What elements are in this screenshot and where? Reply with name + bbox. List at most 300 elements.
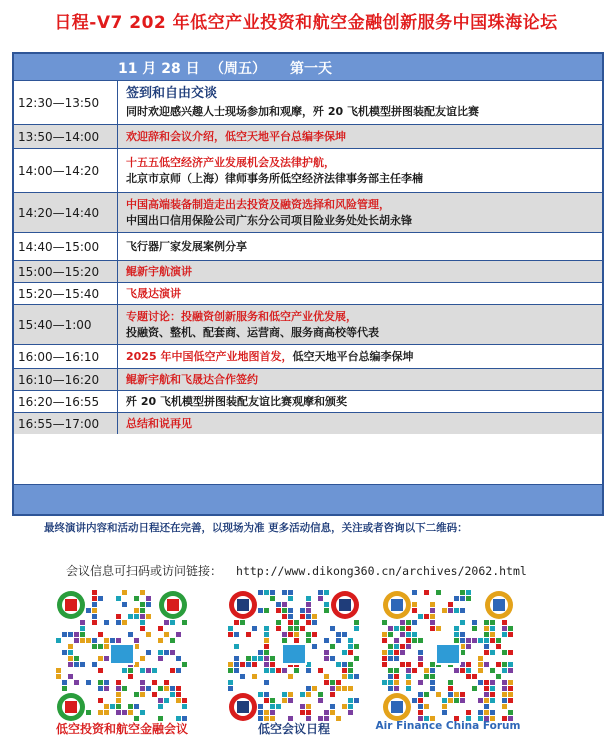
qr-module [116,704,121,709]
qr-module [490,698,495,703]
row-time: 14:00—14:20 [14,149,118,192]
row-content [118,125,602,148]
qr-module [234,668,239,673]
qr-module [258,590,263,595]
qr-module [276,668,281,673]
qr-module [104,686,109,691]
qr-module [388,626,393,631]
qr-module [412,602,417,607]
qr-module [134,704,139,709]
qr-module [478,698,483,703]
qr-module [502,650,507,655]
qr-module [388,644,393,649]
qr-module [68,674,73,679]
qr-module [418,614,423,619]
qr-module [176,632,181,637]
qr-module [264,662,269,667]
qr-module [490,710,495,715]
qr-module [324,656,329,661]
row-content [118,369,602,390]
qr-module [430,602,435,607]
row-time: 16:10—16:20 [14,369,118,390]
qr-module [140,686,145,691]
qr-module [258,710,263,715]
qr-module [98,632,103,637]
qr-module [110,704,115,709]
qr-module [490,632,495,637]
qr-module [288,608,293,613]
qr-module [170,686,175,691]
qr-module [466,644,471,649]
qr-module [460,590,465,595]
qr-module [122,686,127,691]
schedule-row [14,124,602,148]
qr-module [466,638,471,643]
qr-module [294,620,299,625]
qr-module [116,614,121,619]
qr-module [288,614,293,619]
qr-module [312,686,317,691]
qr-module [140,620,145,625]
qr-module [330,626,335,631]
qr-finder-core [65,599,77,611]
qr-module [300,692,305,697]
qr-module [98,710,103,715]
schedule-date: 11 月 28 日 [118,61,200,77]
row-time: 16:55—17:00 [14,413,118,434]
qr-module [140,680,145,685]
qr-module [412,668,417,673]
qr-module [282,692,287,697]
qr-module [406,680,411,685]
row-title: 中国高端装备制造走出去投资及融资选择和风险管理， [126,197,390,211]
qr-module [134,692,139,697]
access-line [66,562,527,579]
row-title: 总结和说再见 [126,416,192,430]
qr-module [98,596,103,601]
qr-module [228,626,233,631]
row-speaker: 低空天地平台总编李保坤 [292,349,414,363]
qr-module [448,692,453,697]
qr-module [264,698,269,703]
qr-module [388,656,393,661]
qr-module [68,656,73,661]
qr-module [92,644,97,649]
qr-module [454,632,459,637]
qr-module [98,656,103,661]
qr-module [146,686,151,691]
qr-module [430,614,435,619]
qr-module [484,626,489,631]
qr-module [252,656,257,661]
qr-module [122,710,127,715]
qr-module [508,626,513,631]
row-title-mixed [126,349,594,365]
qr-module [430,668,435,673]
qr-module [228,668,233,673]
qr-module [388,686,393,691]
row-content [118,233,602,260]
qr-module [234,662,239,667]
qr-module [128,704,133,709]
qr-module [418,638,423,643]
qr-module [454,698,459,703]
row-time: 15:00—15:20 [14,261,118,282]
qr-module [324,710,329,715]
qr-module [182,704,187,709]
row-time: 15:20—15:40 [14,283,118,304]
qr-module [258,704,263,709]
qr-module [418,692,423,697]
qr-module [258,608,263,613]
qr-module [312,614,317,619]
row-title: 签到和自由交谈 [126,86,218,102]
qr-module [496,674,501,679]
qr-module [472,620,477,625]
qr-module [306,692,311,697]
qr-module [460,620,465,625]
qr-module [466,674,471,679]
qr-module [240,620,245,625]
schedule-row [14,232,602,260]
qr-module [270,656,275,661]
qr-code[interactable] [56,590,188,722]
qr-module [282,632,287,637]
qr-module [170,650,175,655]
qr-module [484,650,489,655]
qr-module [484,662,489,667]
qr-module [336,632,341,637]
qr-module [484,710,489,715]
qr-module [508,686,513,691]
row-time: 13:50—14:00 [14,125,118,148]
qr-module [164,632,169,637]
qr-module [454,638,459,643]
qr-module [152,668,157,673]
qr-module [382,680,387,685]
qr-module [282,614,287,619]
qr-module [342,674,347,679]
qr-finder-core [237,599,249,611]
qr-module [348,674,353,679]
qr-module [158,650,163,655]
qr-module [258,656,263,661]
qr-module [342,632,347,637]
qr-module [282,698,287,703]
qr-module [128,668,133,673]
qr-module [282,668,287,673]
schedule-header [14,54,602,80]
row-time: 16:00—16:10 [14,345,118,368]
qr-module [406,620,411,625]
qr-module [348,638,353,643]
qr-module [318,596,323,601]
qr-module [62,680,67,685]
row-content [118,345,602,368]
qr-module [424,590,429,595]
qr-module [146,596,151,601]
qr-module [418,698,423,703]
qr-module [312,644,317,649]
row-detail: 投融资、整机、配套商、运营商、服务商高校等代表 [126,325,379,339]
qr-module [508,662,513,667]
qr-module [140,656,145,661]
qr-module [140,614,145,619]
schedule-row [14,80,602,124]
qr-module [466,596,471,601]
qr-module [336,662,341,667]
qr-module [92,662,97,667]
qr-module [430,620,435,625]
qr-module [74,632,79,637]
qr-module [152,692,157,697]
qr-module [348,662,353,667]
qr-module [56,674,61,679]
qr-module [348,698,353,703]
qr-module [276,704,281,709]
qr-module [270,596,275,601]
qr-module [502,668,507,673]
qr-module [128,614,133,619]
schedule-row [14,412,602,434]
qr-module [472,638,477,643]
qr-module [430,680,435,685]
qr-module [502,692,507,697]
schedule-row [14,260,602,282]
qr-module [382,638,387,643]
qr-module [288,596,293,601]
footer-note: 最终演讲内容和活动日程还在完善，以现场为准 更多活动信息，关注或者咨询以下二维码： [44,522,468,534]
qr-module [294,668,299,673]
row-content [118,391,602,412]
qr-module [448,698,453,703]
qr-module [116,638,121,643]
qr-module [424,674,429,679]
qr-module [264,638,269,643]
qr-module [394,686,399,691]
qr-module [348,686,353,691]
qr-module [424,704,429,709]
qr-module [68,644,73,649]
qr-module [252,674,257,679]
qr-module [484,632,489,637]
qr-module [306,710,311,715]
qr-module [454,668,459,673]
qr-module [330,704,335,709]
qr-module [158,686,163,691]
qr-module [170,692,175,697]
qr-module [104,620,109,625]
qr-module [264,692,269,697]
qr-code[interactable] [228,590,360,722]
qr-module [448,680,453,685]
qr-module [80,620,85,625]
row-content [118,149,602,192]
qr-module [412,608,417,613]
qr-module [176,686,181,691]
qr-module [258,692,263,697]
qr-module [288,692,293,697]
qr-module [508,680,513,685]
qr-module [98,644,103,649]
qr-module [460,638,465,643]
page-title: 日程-V7 202 年低空产业投资和航空金融创新服务中国珠海论坛 [54,13,558,33]
qr-module [460,632,465,637]
qr-module [246,662,251,667]
qr-module [400,662,405,667]
qr-module [442,710,447,715]
row-detail: 同时欢迎感兴趣人士现场参加和观摩，歼 20 飞机模型拼图装配友谊比赛 [126,104,479,118]
qr-module [80,638,85,643]
qr-module [436,626,441,631]
qr-label: 低空会议日程 [257,722,330,736]
qr-module [300,704,305,709]
row-title: 鲲新宇航演讲 [126,264,192,278]
qr-module [234,644,239,649]
qr-module [406,668,411,673]
qr-module [460,608,465,613]
qr-module [490,620,495,625]
qr-module [382,662,387,667]
qr-module [342,662,347,667]
qr-module [460,692,465,697]
qr-module [318,590,323,595]
qr-module [406,626,411,631]
qr-code[interactable] [382,590,514,722]
qr-module [354,656,359,661]
qr-module [128,632,133,637]
qr-module [354,626,359,631]
qr-module [442,608,447,613]
qr-module [80,632,85,637]
qr-module [348,650,353,655]
qr-module [466,662,471,667]
row-title: 歼 20 飞机模型拼图装配友谊比赛观摩和颁奖 [126,394,347,408]
qr-module [454,608,459,613]
qr-module [394,644,399,649]
qr-module [234,656,239,661]
qr-module [122,590,127,595]
qr-finder-core [493,599,505,611]
qr-module [170,668,175,673]
qr-module [484,644,489,649]
qr-module [508,698,513,703]
qr-module [502,698,507,703]
qr-module [158,698,163,703]
qr-module [104,656,109,661]
qr-module [264,656,269,661]
qr-module [92,590,97,595]
qr-module [478,656,483,661]
access-url[interactable]: http://www.dikong360.cn/archives/2062.html [236,564,527,578]
qr-module [318,698,323,703]
qr-module [348,704,353,709]
qr-module [342,668,347,673]
qr-module [306,668,311,673]
qr-module [86,680,91,685]
qr-module [98,668,103,673]
qr-module [270,704,275,709]
qr-module [394,656,399,661]
qr-module [264,650,269,655]
qr-module [330,680,335,685]
qr-module [330,710,335,715]
schedule-footer-bar [14,484,602,514]
qr-module [348,668,353,673]
qr-module [306,632,311,637]
qr-module [324,608,329,613]
qr-module [270,698,275,703]
qr-module [478,662,483,667]
qr-module [74,680,79,685]
qr-module [98,680,103,685]
qr-module [394,638,399,643]
qr-module [318,668,323,673]
qr-module [400,644,405,649]
qr-module [74,656,79,661]
qr-module [418,680,423,685]
qr-module [92,638,97,643]
qr-module [116,620,121,625]
qr-module [448,608,453,613]
qr-module [264,608,269,613]
qr-module [80,626,85,631]
qr-module [264,626,269,631]
qr-module [412,620,417,625]
qr-module [56,638,61,643]
qr-label: 低空投资和航空金融会议 [55,722,188,736]
qr-module [400,632,405,637]
qr-module [104,710,109,715]
qr-module [276,608,281,613]
qr-module [466,590,471,595]
qr-module [306,602,311,607]
qr-module [312,632,317,637]
qr-module [282,590,287,595]
qr-module [508,692,513,697]
qr-module [436,692,441,697]
qr-module [484,620,489,625]
qr-module [158,638,163,643]
qr-module [170,638,175,643]
qr-module [158,656,163,661]
qr-module [496,638,501,643]
qr-module [382,620,387,625]
qr-module [306,596,311,601]
row-time: 12:30—13:50 [14,81,118,124]
qr-module [454,626,459,631]
qr-module [508,710,513,715]
qr-module [354,644,359,649]
qr-module [276,602,281,607]
qr-module [68,650,73,655]
qr-module [430,626,435,631]
row-detail: 中国出口信用保险公司广东分公司项目险业务处处长胡永锋 [126,213,412,227]
row-content [118,193,602,232]
qr-module [490,626,495,631]
qr-module [490,650,495,655]
qr-module [134,596,139,601]
qr-module [330,686,335,691]
schedule-row [14,368,602,390]
qr-module [62,650,67,655]
qr-module [324,674,329,679]
schedule-row [14,282,602,304]
qr-module [146,650,151,655]
qr-module [418,650,423,655]
qr-module [164,698,169,703]
qr-module [288,626,293,631]
